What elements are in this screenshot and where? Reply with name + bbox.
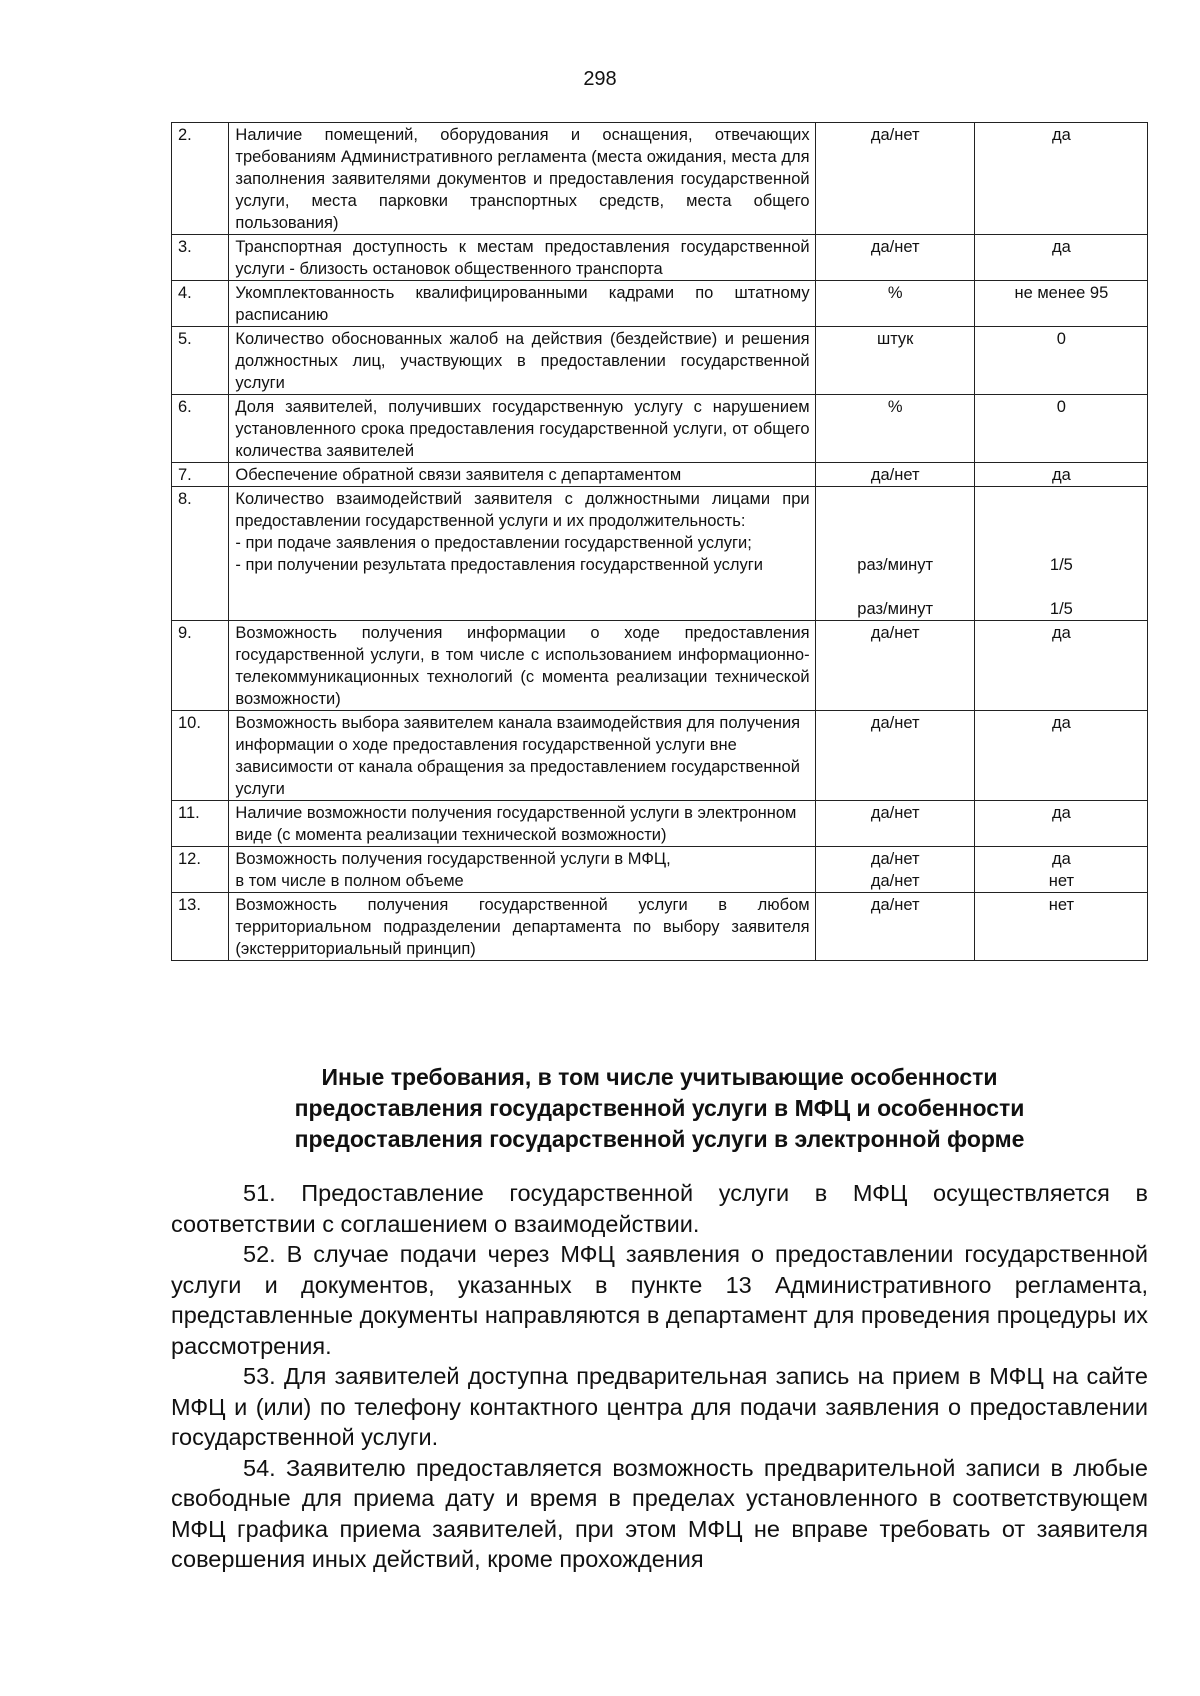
value-cell: 0: [974, 395, 1147, 463]
unit-cell: %: [815, 395, 974, 463]
value-cell: 0: [974, 327, 1147, 395]
unit-value: да/нет: [870, 872, 920, 890]
value-item: 1/5: [1049, 600, 1073, 618]
row-number: 13.: [172, 893, 229, 961]
unit-cell: да/нет: [815, 893, 974, 961]
value-cell: да: [974, 621, 1147, 711]
unit-cell: штук: [815, 327, 974, 395]
indicator-name: Наличие возможности получения государственной услуги в электронном виде (с момента реализации технической возможности): [229, 801, 815, 847]
value-cell: нет: [974, 893, 1147, 961]
value-cell: да: [974, 801, 1147, 847]
paragraph-52: 52. В случае подачи через МФЦ заявления о предоставлении государственной услуги и документов, указанных в пункте 13 Административного регламента, представленные документы направляются в департамент для проведения процедуры их рассмотрения.: [171, 1241, 1148, 1359]
table-row: [172, 235, 1148, 281]
indicator-name: [229, 487, 815, 621]
unit-value: раз/минут: [857, 600, 934, 618]
value-cell: не менее 95: [974, 281, 1147, 327]
value-cell: да: [974, 463, 1147, 487]
paragraph-51: 51. Предоставление государственной услуги в МФЦ осуществляется в соответствии с соглашением о взаимодействии.: [171, 1180, 1148, 1237]
value-item: 1/5: [1049, 556, 1073, 574]
indicator-intro: Количество взаимодействий заявителя с должностными лицами при предоставлении государственной услуги и их продолжительность:: [235, 490, 810, 530]
table-row: [172, 487, 1148, 621]
row-number: 11.: [172, 801, 229, 847]
table-row: [172, 123, 1148, 235]
indicator-name: Количество обоснованных жалоб на действия (бездействие) и решения должностных лиц, участвующих в предоставлении государственной услуги: [229, 327, 815, 395]
indicator-name: Возможность получения информации о ходе предоставления государственной услуги, в том числе с использованием информационно-телекоммуникационных технологий (с момента реализации технической возможности): [229, 621, 815, 711]
table-row: [172, 893, 1148, 961]
value-cell: да: [974, 711, 1147, 801]
unit-value: раз/минут: [857, 556, 934, 574]
row-number: 10.: [172, 711, 229, 801]
row-number: 9.: [172, 621, 229, 711]
heading-line: предоставления государственной услуги в электронной форме: [294, 1126, 1025, 1152]
indicator-line: Возможность получения государственной услуги в МФЦ,: [235, 850, 671, 868]
paragraph-54: 54. Заявителю предоставляется возможность предварительной записи в любые свободные для приема дату и время в пределах установленного в соответствующем МФЦ графика приема заявителей, при этом МФЦ не вправе требовать от заявителя совершения иных действий, кроме прохождения: [171, 1454, 1148, 1572]
unit-cell: %: [815, 281, 974, 327]
indicator-name: [229, 847, 815, 893]
table-row: [172, 327, 1148, 395]
unit-cell: да/нет: [815, 801, 974, 847]
indicator-sub-item: - при получении результата предоставления государственной услуги: [235, 556, 763, 574]
table-row: [172, 621, 1148, 711]
section-heading: [171, 1062, 1148, 1155]
heading-line: предоставления государственной услуги в МФЦ и особенности: [294, 1095, 1025, 1121]
row-number: 3.: [172, 235, 229, 281]
unit-cell: [815, 847, 974, 893]
paragraph-53: 53. Для заявителей доступна предварительная запись на прием в МФЦ на сайте МФЦ и (или) по телефону контактного центра для подачи заявления о предоставлении государственной услуги.: [171, 1363, 1148, 1450]
indicators-table: [171, 122, 1148, 961]
row-number: 2.: [172, 123, 229, 235]
value-cell: да: [974, 123, 1147, 235]
row-number: 8.: [172, 487, 229, 621]
table-row: [172, 711, 1148, 801]
heading-line: Иные требования, в том числе учитывающие особенности: [321, 1064, 998, 1090]
row-number: 4.: [172, 281, 229, 327]
indicator-name: Доля заявителей, получивших государственную услугу с нарушением установленного срока предоставления государственной услуги, от общего количества заявителей: [229, 395, 815, 463]
indicator-name: Обеспечение обратной связи заявителя с департаментом: [229, 463, 815, 487]
value-item: да: [1051, 850, 1071, 868]
unit-cell: да/нет: [815, 711, 974, 801]
indicator-name: Наличие помещений, оборудования и оснащения, отвечающих требованиям Административного регламента (места ожидания, места для заполнения заявителями документов и предоставления государственной услуги, места парковки транспортных средств, места общего пользования): [229, 123, 815, 235]
unit-value: да/нет: [870, 850, 920, 868]
unit-cell: да/нет: [815, 463, 974, 487]
value-cell: [974, 847, 1147, 893]
table-row: [172, 847, 1148, 893]
indicator-name: Возможность выбора заявителем канала взаимодействия для получения информации о ходе предоставления государственной услуги вне зависимости от канала обращения за предоставлением государственной услуги: [229, 711, 815, 801]
page-number: 298: [583, 68, 617, 90]
row-number: 12.: [172, 847, 229, 893]
value-cell: да: [974, 235, 1147, 281]
indicator-name: Возможность получения государственной услуги в любом территориальном подразделении департамента по выбору заявителя (экстерриториальный принцип): [229, 893, 815, 961]
unit-cell: [815, 487, 974, 621]
row-number: 5.: [172, 327, 229, 395]
indicator-line: в том числе в полном объеме: [235, 872, 464, 890]
table-row: [172, 801, 1148, 847]
value-cell: [974, 487, 1147, 621]
row-number: 7.: [172, 463, 229, 487]
row-number: 6.: [172, 395, 229, 463]
unit-cell: да/нет: [815, 621, 974, 711]
indicator-name: Укомплектованность квалифицированными кадрами по штатному расписанию: [229, 281, 815, 327]
table-row: [172, 463, 1148, 487]
value-item: нет: [1048, 872, 1075, 890]
table-row: [172, 281, 1148, 327]
unit-cell: да/нет: [815, 235, 974, 281]
body-text: [171, 1178, 1148, 1575]
table-row: [172, 395, 1148, 463]
indicator-sub-item: - при подаче заявления о предоставлении государственной услуги;: [235, 534, 752, 552]
indicator-name: Транспортная доступность к местам предоставления государственной услуги - близость остановок общественного транспорта: [229, 235, 815, 281]
unit-cell: да/нет: [815, 123, 974, 235]
